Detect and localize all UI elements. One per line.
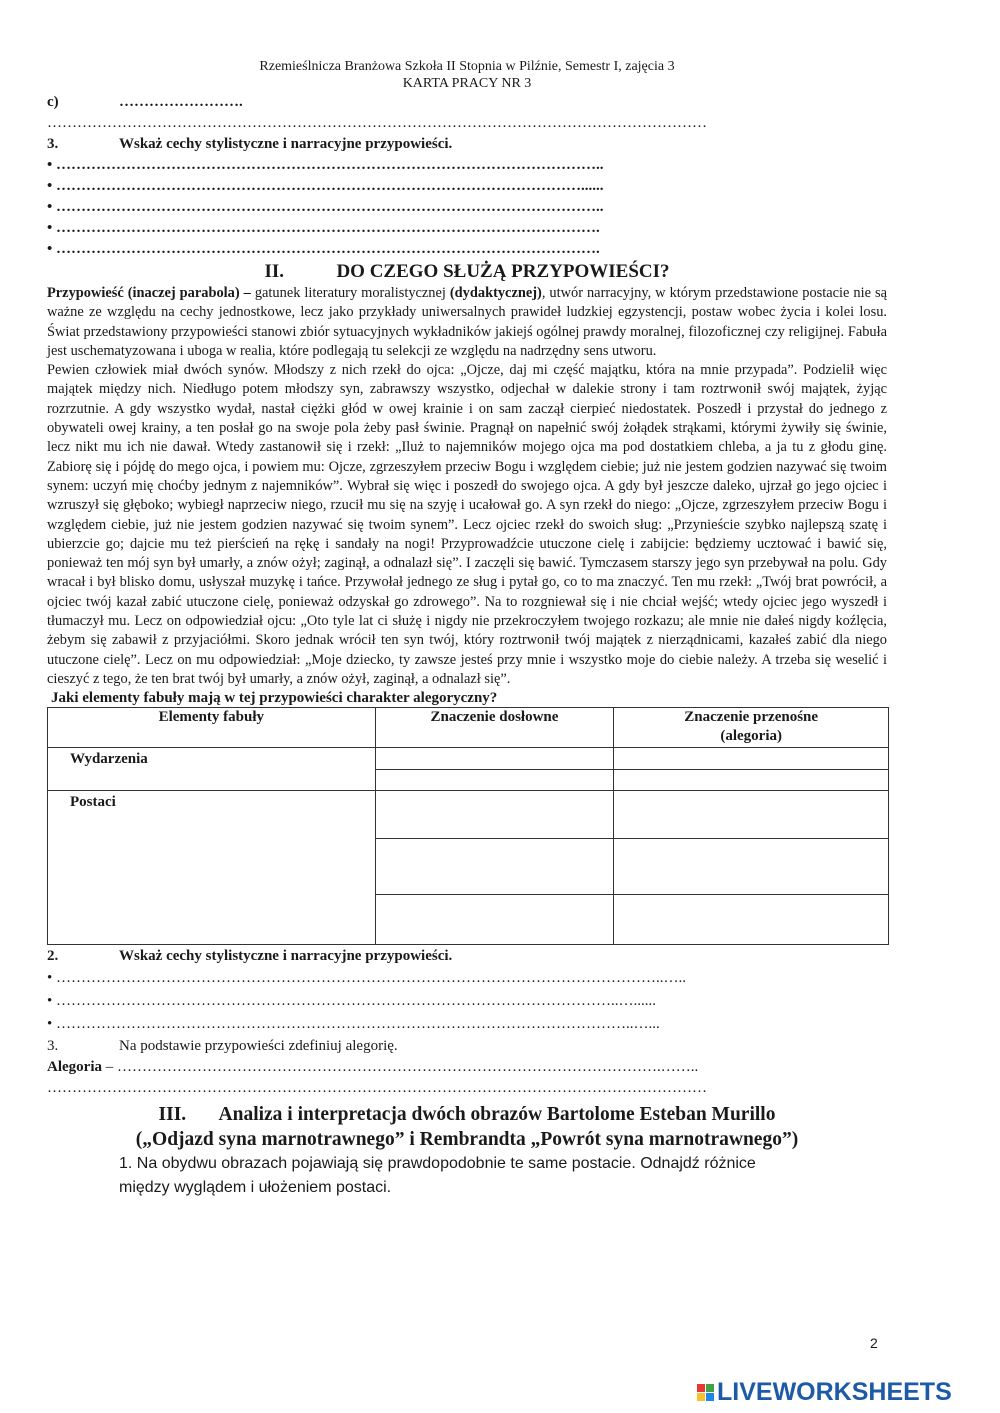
task-number: 3.	[47, 1038, 59, 1055]
bullet-blank[interactable]: • ……………………………………………………………………………………………….	[47, 241, 600, 257]
task-3	[47, 1036, 887, 1057]
bullet-blank[interactable]: • ……………………………………………………………………………………………………..…...	[47, 1016, 660, 1033]
alegoria-label: Alegoria	[47, 1059, 102, 1076]
section-roman: III.	[158, 1104, 187, 1126]
table-cell[interactable]	[375, 895, 614, 945]
section-3-heading-line1	[47, 1102, 887, 1127]
bullet-blank[interactable]: • …………………………………………………………………………………………………………..…..	[47, 970, 687, 987]
task-3-top	[47, 134, 887, 155]
allegory-table	[47, 707, 889, 945]
row-label-events: Wydarzenia	[48, 748, 376, 791]
task-line: 1. Na obydwu obrazach pojawiają się prawdopodobnie te same postacie. Odnajdź różnice	[119, 1155, 756, 1173]
task-line: między wyglądem i ułożeniem postaci.	[119, 1179, 392, 1197]
task-1-text	[47, 1152, 887, 1200]
worksheet-number: KARTA PRACY NR 3	[402, 76, 532, 91]
task-2	[47, 946, 887, 967]
table-cell[interactable]	[375, 791, 614, 839]
definition-term: Przypowieść (inaczej parabola) –	[47, 285, 251, 301]
task-number: 2.	[47, 948, 59, 965]
worksheet-page	[47, 58, 887, 1200]
bullet-blank[interactable]: • ……………………………………………………………………………………………….	[47, 220, 600, 236]
table-question: Jaki elementy fabuły mają w tej przypowieści charakter alegoryczny?	[51, 690, 498, 707]
header-line: Znaczenie przenośne	[684, 709, 819, 726]
section-3-heading-line2: („Odjazd syna marnotrawnego” i Rembrandta „Powrót syna marnotrawnego”)	[135, 1129, 799, 1151]
logo-square-icon	[697, 1393, 705, 1401]
answer-line-c	[47, 92, 887, 113]
row-label-characters: Postaci	[48, 791, 376, 945]
logo-square-icon	[697, 1384, 705, 1392]
definition-text-a: gatunek literatury moralistycznej	[250, 285, 450, 301]
table-cell[interactable]	[614, 839, 889, 895]
table-header-figurative	[614, 708, 889, 748]
task-text: Wskaż cechy stylistyczne i narracyjne przypowieści.	[119, 136, 453, 152]
answer-blank[interactable]: – ……………………………………………………………………………………………….……..	[101, 1059, 699, 1076]
logo-text: LIVEWORKSHEETS	[717, 1378, 952, 1406]
section-title: DO CZEGO SŁUŻĄ PRZYPOWIEŚCI?	[336, 261, 670, 282]
alegoria-line	[47, 1057, 887, 1078]
logo-square-icon	[706, 1393, 714, 1401]
liveworksheets-logo	[697, 1378, 952, 1407]
table-cell[interactable]	[614, 748, 889, 770]
table-cell[interactable]	[375, 770, 614, 791]
item-label: c)	[47, 94, 59, 110]
answer-blank-full[interactable]: ……………………………………………………………………………………………………………………	[47, 115, 707, 131]
answer-blank-full[interactable]: ……………………………………………………………………………………………………………………	[47, 1080, 707, 1097]
section-2-heading	[47, 260, 887, 284]
task-text: Na podstawie przypowieści zdefiniuj alegorię.	[119, 1038, 398, 1055]
section-title: Analiza i interpretacja dwóch obrazów Bartolome Esteban Murillo	[218, 1104, 776, 1126]
bullet-blank[interactable]: • ………………………………………………………………………………………………..	[47, 199, 604, 215]
header-line: (alegoria)	[720, 728, 782, 745]
task-text: Wskaż cechy stylistyczne i narracyjne przypowieści.	[119, 948, 453, 965]
task-number: 3.	[47, 136, 59, 152]
school-name: Rzemieślnicza Branżowa Szkoła II Stopnia w Pilźnie, Semestr I, zajęcia 3	[259, 59, 675, 74]
table-cell[interactable]	[375, 839, 614, 895]
table-cell[interactable]	[375, 748, 614, 770]
table-header-literal: Znaczenie dosłowne	[375, 708, 614, 748]
section-roman: II.	[264, 261, 284, 282]
definition-paragraph	[47, 284, 887, 361]
answer-blank[interactable]: …………………….	[119, 94, 243, 110]
parable-text: Pewien człowiek miał dwóch synów. Młodszy z nich rzekł do ojca: „Ojcze, daj mi część majątku, która na mnie przypada”. Podzielił więc majątek między nich. Niedługo potem młodszy syn, zabrawszy wszystko, odjechał w dalekie strony i tam roztrwonił swój majątek, żyjąc rozrzutnie. A gdy wszystko wydał, nastał ciężki głód w owej krainie i on sam zaczął cierpieć niedostatek. Poszedł i przystał do jednego z obywateli owej krainy, a ten posłał go na swoje pola żeby pasł świnie. Pragnął on napełnić swój żołądek strąkami, którymi żywiły się świnie, lecz nikt mu ich nie dawał. Wtedy zastanowił się i rzekł: „Iluż to najemników mojego ojca ma pod dostatkiem chleba, a ja tu z głodu ginę. Zabiorę się i pójdę do mego ojca, i powiem mu: Ojcze, zgrzeszyłem przeciw Bogu i względem ciebie; już nie jestem godzien nazywać się twoim synem: uczyń mię choćby jednym z najemników”. Wybrał się więc i poszedł do swojego ojca. A gdy był jeszcze daleko, ujrzał go jego ojciec i wzruszył się głęboko; wybiegł naprzeciw niego, rzucił mu się na szyję i ucałował go. A syn rzekł do niego: „Ojcze, zgrzeszyłem przeciw Bogu i względem ciebie, już nie jestem godzien nazywać się twoim synem”. Lecz ojciec rzekł do swoich sług: „Przynieście szybko najlepszą szatę i ubierzcie go; dajcie mu też pierścień na rękę i sandały na nogi! Przyprowadźcie utuczone cielę i zabijcie: będziemy ucztować i bawić się, ponieważ ten mój syn był umarły, a znów ożył; zaginął, a odnalazł się”. I zaczęli się bawić. Tymczasem starszy jego syn przebywał na polu. Gdy wracał i był blisko domu, usłyszał muzykę i tańce. Przywołał jednego ze sług i pytał go, co to ma znaczyć. Ten mu rzekł: „Twój brat powrócił, a ojciec twój kazał zabić utuczone cielę, ponieważ odzyskał go zdrowego”. Na to rozgniewał się i nie chciał wejść; wtedy ojciec jego wyszedł i tłumaczył mu. Lecz on odpowiedział ojcu: „Oto tyle lat ci służę i nigdy nie przekroczyłem twojego rozkazu; ale mnie nie dałeś nigdy koźlęcia, żebym się zabawił z przyjaciółmi. Skoro jednak wrócił ten syn twój, który roztrwonił twój majątek z nierządnicami, kazałeś zabić dla niego utuczone cielę”. Lecz on mu odpowiedział: „Moje dziecko, ty zawsze jesteś przy mnie i wszystko moje do ciebie należy. A trzeba się weselić i cieszyć z tego, że ten brat twój był umarły, a znów ożył, zaginął, a odnalazł się”.	[47, 362, 887, 687]
table-cell[interactable]	[614, 791, 889, 839]
logo-grid-icon	[697, 1384, 714, 1401]
page-number: 2	[870, 1335, 878, 1351]
bullet-blank[interactable]: • …………………………………………………………………………………………………..…......	[47, 993, 657, 1010]
table-header-elements: Elementy fabuły	[48, 708, 376, 748]
definition-text-b: , utwór narracyjny, w którym przedstawione postacie nie są ważne ze względu na cechy jednostkowe, lecz jako przykłady uniwersalnych prawideł ludzkiej egzystencji, postaw wobec życia i kolei losu. Świat przedstawiony przypowieści stanowi zbiór sytuacyjnych wykładników jakiejś ogólnej prawdy moralnej, filozoficznej czy religijnej. Fabuła jest uschematyzowana i uboga w realia, które podlegają tu selekcji ze względu na nadrzędny sens utworu.	[47, 285, 887, 359]
table-cell[interactable]	[614, 895, 889, 945]
bullet-blank[interactable]: • ………………………………………………………………………………………………..	[47, 157, 604, 173]
table-cell[interactable]	[614, 770, 889, 791]
school-header	[47, 58, 887, 92]
logo-square-icon	[706, 1384, 714, 1392]
bullet-blank[interactable]: • ……………………………………………………………………………………………......	[47, 178, 604, 194]
definition-bold: (dydaktycznej)	[449, 285, 542, 301]
